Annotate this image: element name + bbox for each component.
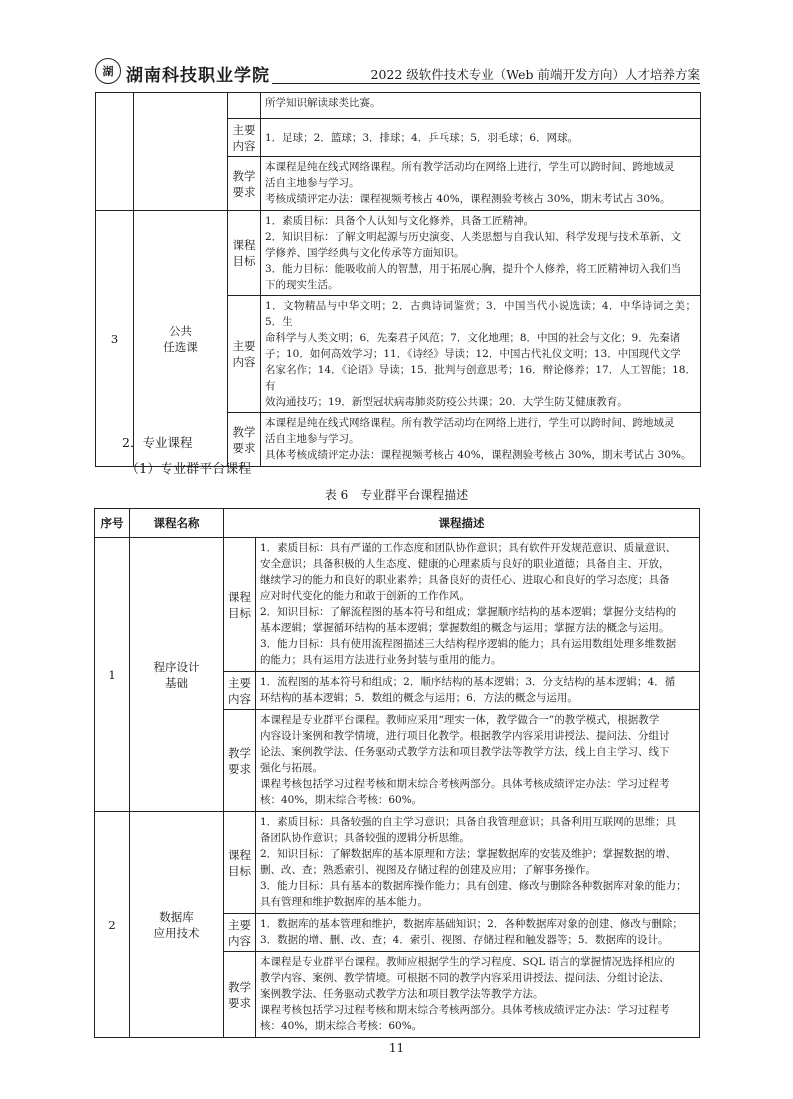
objectives-label: 课程 目标	[224, 538, 256, 672]
empty-name-cell	[134, 93, 228, 211]
header-rule	[272, 83, 700, 84]
school-name: 湖南科技职业学院	[126, 66, 270, 86]
course-content: 1．足球；2．篮球；3．排球；4．乒乓球；5．羽毛球；6．网球。	[261, 119, 701, 157]
subsection-heading: （1）专业群平台课程	[126, 462, 252, 477]
course-number: 3	[96, 211, 134, 467]
requirements-label: 教学 要求	[224, 710, 256, 812]
document-title: 2022 级软件技术专业（Web 前端开发方向）人才培养方案	[370, 67, 700, 82]
content-label: 主要 内容	[224, 672, 256, 710]
course-content: 1．数据库的基本管理和维护，数据库基础知识；2．各种数据库对象的创建、修改与删除； 3．数据的增、删、改、查；4．索引、视图、存储过程和触发器等；5．数据库的设计。	[256, 914, 700, 952]
school-logo-icon: 湖	[95, 58, 121, 84]
page-number: 11	[388, 1041, 405, 1055]
empty-number-cell	[96, 93, 134, 211]
course-name: 数据库 应用技术	[130, 812, 224, 1038]
course-name: 程序设计 基础	[130, 538, 224, 812]
header-number: 序号	[95, 509, 130, 538]
public-course-table	[95, 92, 701, 467]
objectives-label: 课程 目标	[228, 211, 261, 296]
requirements-label: 教学 要求	[228, 157, 261, 211]
course-number: 1	[95, 538, 130, 812]
section-heading: 2．专业课程	[122, 435, 193, 450]
content-label: 主要 内容	[224, 914, 256, 952]
course-content: 1．流程图的基本符号和组成；2．顺序结构的基本逻辑；3．分支结构的基本逻辑；4．循 环结构的基本逻辑；5．数组的概念与运用；6．方法的概念与运用。	[256, 672, 700, 710]
teaching-requirements: 本课程是专业群平台课程。教师应根据学生的学习程度、SQL 语言的掌握情况选择相应的 教学内容、案例、教学情境。可根据不同的教学内容采用讲授法、提问法、分组讨论法、 案例教学法、任务驱动式教学方法和项目教学法等教学方法。 课程考核包括学习过程考核和期末综合考核两部分。具体考核成绩评定办法：学习过程考 核：40%，期末综合考核：60%。	[256, 952, 700, 1038]
requirements-label: 教学 要求	[224, 952, 256, 1038]
content-label: 主要 内容	[228, 119, 261, 157]
course-number: 2	[95, 812, 130, 1038]
requirements-label: 教学 要求	[228, 413, 261, 467]
teaching-requirements: 本课程是纯在线式网络课程。所有教学活动均在网络上进行，学生可以跨时间、跨地域灵 活自主地参与学习。 具体考核成绩评定办法：课程视频考核占 40%，课程测验考核占 30%，期末考试占 30%。	[261, 413, 701, 467]
header-course-name: 课程名称	[130, 509, 224, 538]
header-course-description: 课程描述	[224, 509, 700, 538]
course-objectives: 1．素质目标：具备较强的自主学习意识；具备自我管理意识；具备利用互联网的思维；具 备团队协作意识；具备较强的逻辑分析思维。 2．知识目标：了解数据库的基本原理和方法；掌握数据库的安装及维护；掌握数据的增、 删、改、查；熟悉索引、视图及存储过程的创建及应用；了解事务操作。 3．能力目标：具有基本的数据库操作能力；具有创建、修改与删除各种数据库对象的能力； 具有管理和维护数据库的基本能力。	[256, 812, 700, 914]
course-name: 公共 任选课	[134, 211, 228, 467]
objectives-label: 课程 目标	[224, 812, 256, 914]
course-objectives: 1．素质目标：具备个人认知与文化修养，具备工匠精神。 2．知识目标：了解文明起源与历史演变、人类思想与自我认知、科学发现与技术革新、文 学修养、国学经典与文化传承等方面知识。 3．能力目标：能吸收前人的智慧，用于拓展心胸，提升个人修养，将工匠精神切入我们当 下的现实生活。	[261, 211, 701, 296]
platform-course-table	[94, 508, 700, 1038]
objectives-tail: 所学知识解读球类比赛。	[261, 93, 701, 119]
course-content: 1．文物精品与中华文明；2．古典诗词鉴赏；3．中国当代小说选读；4．中华诗词之美；5．生 命科学与人类文明；6．先秦君子风范；7．文化地理；8．中国的社会与文化；9．先秦诸 子；10．如何高效学习；11．《诗经》导读；12．中国古代礼仪文明；13．中国现代文学 名家名作；14．《论语》导读；15．批判与创意思考；16．辩论修养；17．人工智能；18．有 效沟通技巧；19．新型冠状病毒肺炎防疫公共课；20．大学生防艾健康教育。	[261, 296, 701, 413]
empty-label-cell	[228, 93, 261, 119]
course-objectives: 1．素质目标：具有严谨的工作态度和团队协作意识；具有软件开发规范意识、质量意识、 安全意识；具备积极的人生态度、健康的心理素质与良好的职业道德；具备自主、开放， 继续学习的能力和良好的职业素养；具备良好的责任心、进取心和良好的学习态度；具备 应对时代变化的能力和敢于创新的工作作风。 2．知识目标：了解流程图的基本符号和组成；掌握顺序结构的基本逻辑；掌握分支结构的 基本逻辑；掌握循环结构的基本逻辑；掌握数组的概念与运用；掌握方法的概念与运用。 3．能力目标：具有使用流程图描述三大结构程序逻辑的能力；具有运用数组处理多维数据 的能力；具有运用方法进行业务封装与重用的能力。	[256, 538, 700, 672]
teaching-requirements: 本课程是专业群平台课程。教师应采用“理实一体，教学做合一”的教学模式，根据教学 内容设计案例和教学情境，进行项目化教学。根据教学内容采用讲授法、提问法、分组讨 论法、案例教学法、任务驱动式教学方法和项目教学法等教学方法，线上自主学习、线下 强化与拓展。 课程考核包括学习过程考核和期末综合考核两部分。具体考核成绩评定办法：学习过程考 核：40%，期末综合考核：60%。	[256, 710, 700, 812]
table-caption: 表 6 专业群平台课程描述	[324, 488, 469, 502]
teaching-requirements: 本课程是纯在线式网络课程。所有教学活动均在网络上进行，学生可以跨时间、跨地域灵 活自主地参与学习。 考核成绩评定办法：课程视频考核占 40%，课程测验考核占 30%，期末考试占 30%。	[261, 157, 701, 211]
content-label: 主要 内容	[228, 296, 261, 413]
